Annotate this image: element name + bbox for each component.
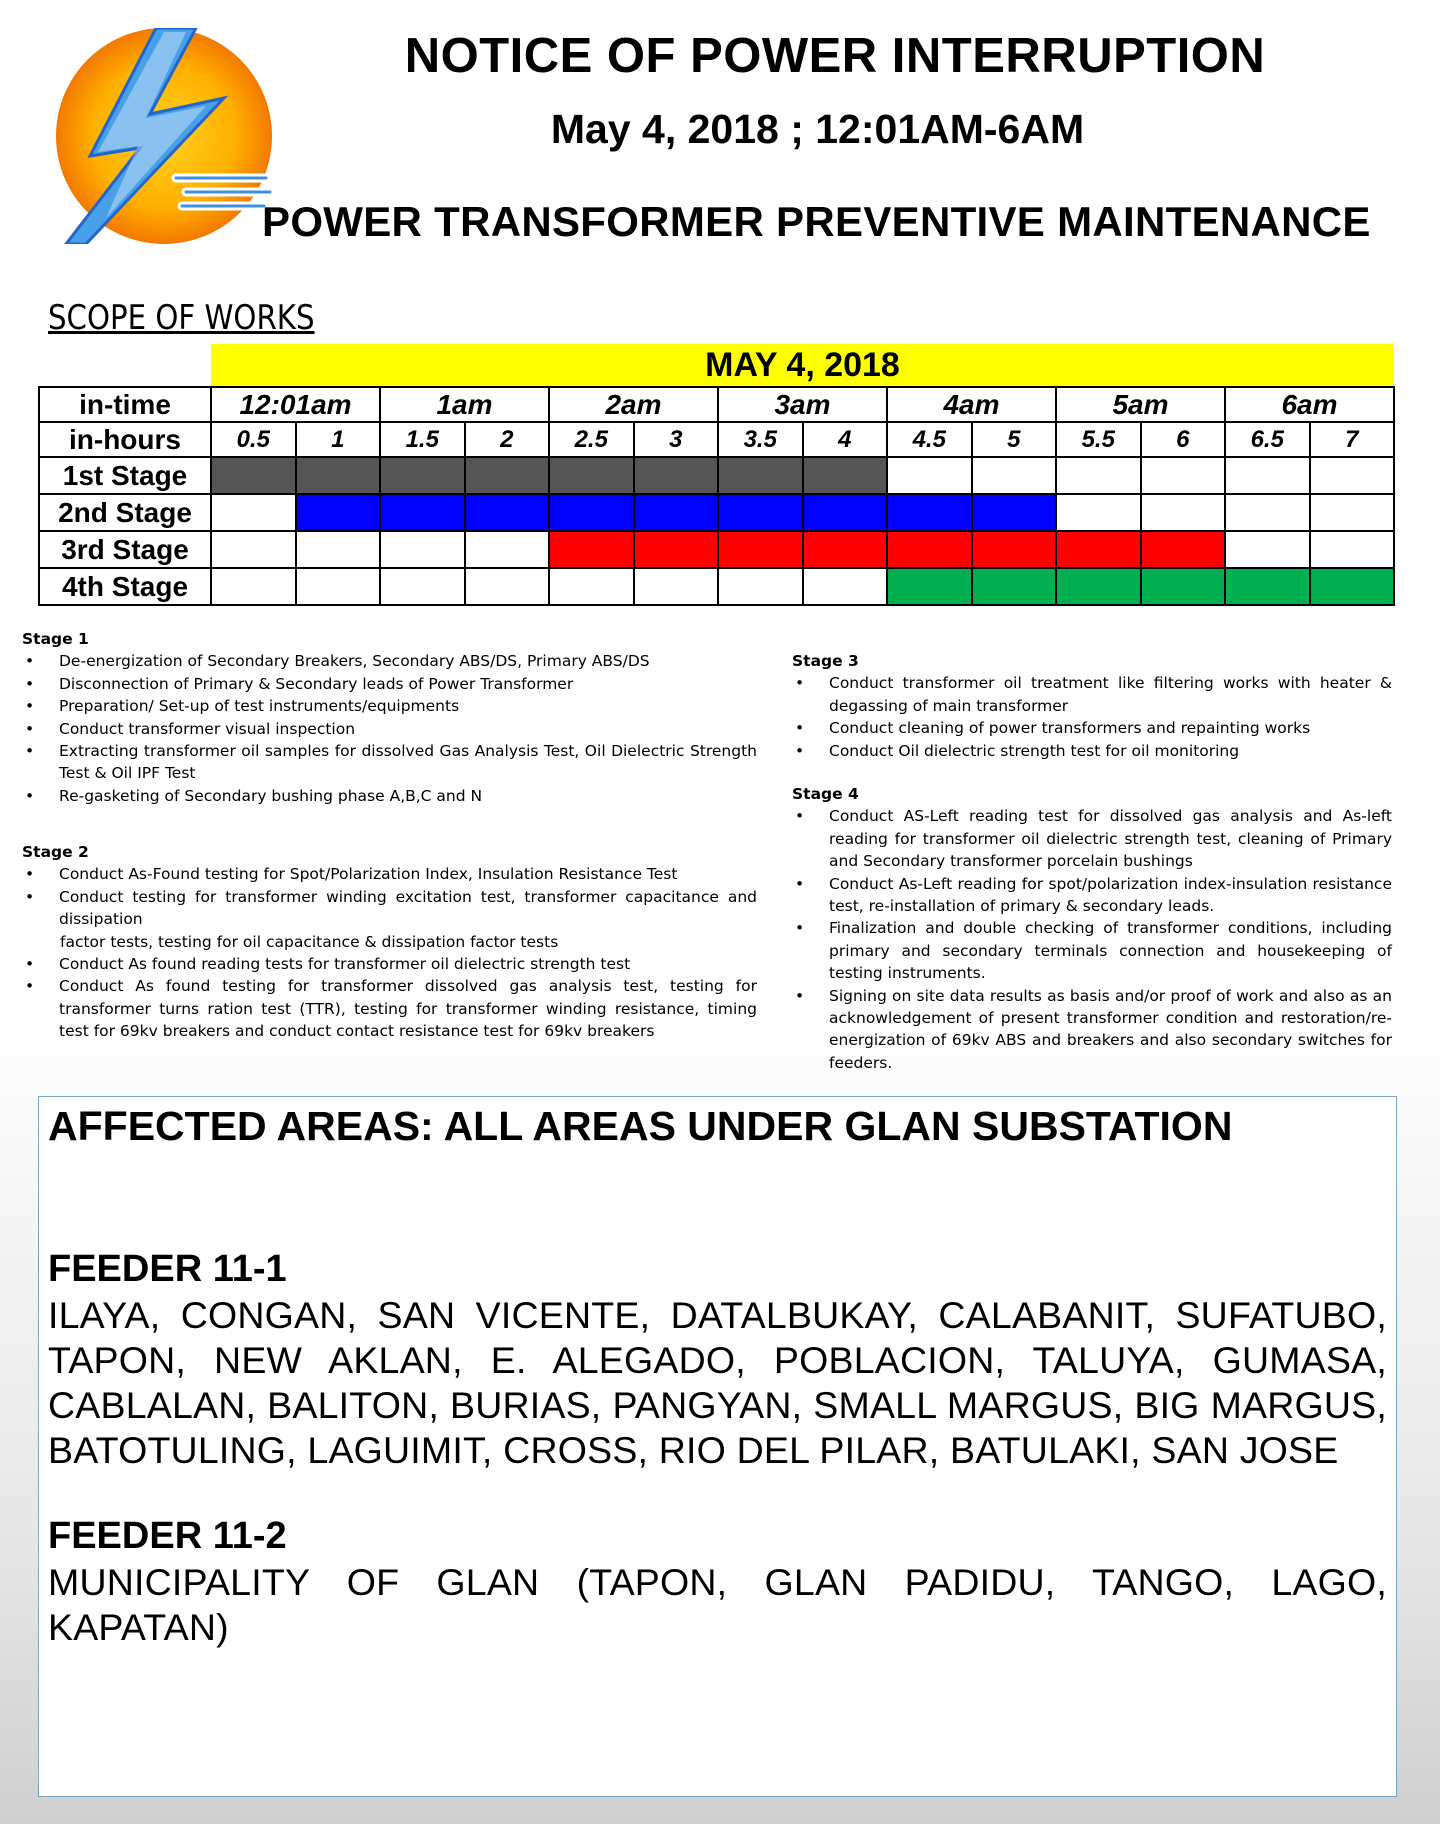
stage2-section [22, 841, 757, 1043]
hour-header: 5am [1056, 387, 1225, 422]
schedule-cell [211, 568, 296, 605]
half-hour-header: 5 [972, 422, 1057, 457]
schedule-cell [718, 457, 803, 494]
stage4-section [792, 783, 1392, 1074]
hour-header: 6am [1225, 387, 1394, 422]
feeder-11-1-heading: FEEDER 11-1 [48, 1248, 287, 1290]
schedule-cell [549, 568, 634, 605]
half-hour-header: 1 [296, 422, 381, 457]
affected-areas-box [38, 1096, 1397, 1797]
schedule-cell [887, 494, 972, 531]
half-hour-header: 4 [803, 422, 888, 457]
schedule-cell [887, 457, 972, 494]
schedule-cell [296, 457, 381, 494]
in-time-label: in-time [39, 387, 211, 422]
stage-label: 1st Stage [39, 457, 211, 494]
schedule-cell [211, 531, 296, 568]
schedule-cell [718, 568, 803, 605]
half-hour-header: 2.5 [549, 422, 634, 457]
list-item: • Conduct transformer oil treatment like filtering works with heater & degassing of main transformer [792, 672, 1392, 717]
stage-row [39, 494, 1394, 531]
maintenance-subtitle: POWER TRANSFORMER PREVENTIVE MAINTENANCE [262, 198, 1371, 245]
schedule-cell [1141, 568, 1226, 605]
half-hour-header: 3 [634, 422, 719, 457]
schedule-cell [1225, 494, 1310, 531]
schedule-cell [1141, 531, 1226, 568]
list-item: • Conduct cleaning of power transformers and repainting works [792, 717, 1392, 739]
schedule-cell [296, 494, 381, 531]
list-item: • Finalization and double checking of transformer conditions, including primary and secondary terminals connection and housekeeping of testing instruments. [792, 917, 1392, 984]
stage3-heading: Stage 3 [792, 652, 859, 670]
schedule-cell [465, 457, 550, 494]
list-item: • Conduct transformer visual inspection [22, 718, 757, 740]
stage1-section [22, 628, 757, 807]
hour-header: 4am [887, 387, 1056, 422]
schedule-cell [803, 494, 888, 531]
list-item: • Conduct As found reading tests for transformer oil dielectric strength test [22, 953, 757, 975]
schedule-cell [380, 457, 465, 494]
schedule-cell [634, 531, 719, 568]
schedule-cell [211, 457, 296, 494]
stage-row [39, 568, 1394, 605]
list-item: • Disconnection of Primary & Secondary leads of Power Transformer [22, 673, 757, 695]
schedule-cell [549, 457, 634, 494]
list-item: • Signing on site data results as basis and/or proof of work and also as an acknowledgement of present transformer condition and restoration/re-energization of 69kv ABS and breakers and also secondary switches for feeders. [792, 985, 1392, 1075]
feeder-11-1-areas: ILAYA, CONGAN, SAN VICENTE, DATALBUKAY, CALABANIT, SUFATUBO, TAPON, NEW AKLAN, E. ALEGADO, POBLACION, TALUYA, GUMASA, CABLALAN, BALITON, BURIAS, PANGYAN, SMALL MARGUS, BIG MARGUS, BATOTULING, LAGUIMIT, CROSS, RIO DEL PILAR, BATULAKI, SAN JOSE [48, 1294, 1387, 1471]
half-hour-header: 5.5 [1056, 422, 1141, 457]
schedule-table [38, 344, 1395, 606]
schedule-cell [1310, 457, 1395, 494]
schedule-cell [803, 531, 888, 568]
schedule-cell [972, 568, 1057, 605]
half-hour-header: 1.5 [380, 422, 465, 457]
schedule-cell [465, 568, 550, 605]
half-hour-header: 2 [465, 422, 550, 457]
schedule-cell [1056, 494, 1141, 531]
schedule-cell [465, 531, 550, 568]
in-hours-label: in-hours [39, 422, 211, 457]
schedule-cell [803, 457, 888, 494]
schedule-cell [296, 568, 381, 605]
schedule-cell [296, 531, 381, 568]
schedule-cell [803, 568, 888, 605]
date-time-line: May 4, 2018 ; 12:01AM-6AM [550, 106, 1085, 152]
schedule-cell [465, 494, 550, 531]
stage-row [39, 531, 1394, 568]
feeder-11-2-heading: FEEDER 11-2 [48, 1515, 287, 1557]
schedule-cell [211, 494, 296, 531]
stage2-heading: Stage 2 [22, 843, 89, 861]
list-item: • Conduct As-Found testing for Spot/Polarization Index, Insulation Resistance Test [22, 863, 757, 885]
schedule-cell [1056, 568, 1141, 605]
scope-heading: SCOPE OF WORKS [48, 298, 315, 338]
stage-label: 2nd Stage [39, 494, 211, 531]
schedule-cell [1056, 531, 1141, 568]
half-hour-header: 3.5 [718, 422, 803, 457]
schedule-cell [1310, 568, 1395, 605]
schedule-cell [380, 531, 465, 568]
list-item: • De-energization of Secondary Breakers, Secondary ABS/DS, Primary ABS/DS [22, 650, 757, 672]
schedule-cell [887, 531, 972, 568]
hour-header: 3am [718, 387, 887, 422]
list-item: • Conduct As found testing for transformer dissolved gas analysis test, testing for transformer turns ration test (TTR), testing for transformer winding resistance, timing test for 69kv breakers and conduct contact resistance test for 69kv breakers [22, 975, 757, 1042]
stage2-continuation: factor tests, testing for oil capacitance & dissipation factor tests [60, 932, 559, 951]
list-item: • Extracting transformer oil samples for dissolved Gas Analysis Test, Oil Dielectric Strength Test & Oil IPF Test [22, 740, 757, 785]
list-item: • Conduct As-Left reading for spot/polarization index-insulation resistance test, re-installation of primary & secondary leads. [792, 873, 1392, 918]
schedule-cell [1225, 531, 1310, 568]
stage3-section [792, 650, 1392, 762]
schedule-cell [1225, 568, 1310, 605]
stage1-heading: Stage 1 [22, 630, 89, 648]
stage-label: 3rd Stage [39, 531, 211, 568]
schedule-date-header: MAY 4, 2018 [211, 344, 1394, 387]
notice-title: NOTICE OF POWER INTERRUPTION [404, 29, 1266, 83]
schedule-cell [972, 457, 1057, 494]
schedule-cell [549, 494, 634, 531]
hour-header: 1am [380, 387, 549, 422]
half-hour-header: 6.5 [1225, 422, 1310, 457]
hour-header: 2am [549, 387, 718, 422]
schedule-cell [718, 531, 803, 568]
half-hour-header: 4.5 [887, 422, 972, 457]
stage-row [39, 457, 1394, 494]
schedule-cell [634, 494, 719, 531]
schedule-cell [634, 457, 719, 494]
hour-header: 12:01am [211, 387, 380, 422]
schedule-cell [1310, 494, 1395, 531]
half-hour-header: 0.5 [211, 422, 296, 457]
schedule-cell [718, 494, 803, 531]
schedule-cell [380, 568, 465, 605]
schedule-cell [1056, 457, 1141, 494]
schedule-cell [549, 531, 634, 568]
schedule-cell [380, 494, 465, 531]
half-hour-header: 7 [1310, 422, 1395, 457]
schedule-cell [1141, 457, 1226, 494]
lightning-bolt-logo-icon [46, 28, 282, 244]
list-item: • Preparation/ Set-up of test instruments/equipments [22, 695, 757, 717]
list-item: • Re-gasketing of Secondary bushing phase A,B,C and N [22, 785, 757, 807]
stage-label: 4th Stage [39, 568, 211, 605]
affected-areas-title: AFFECTED AREAS: ALL AREAS UNDER GLAN SUBSTATION [48, 1103, 1233, 1149]
half-hour-header: 6 [1141, 422, 1226, 457]
list-item: • Conduct testing for transformer winding excitation test, transformer capacitance and dissipation [22, 886, 757, 931]
stage4-heading: Stage 4 [792, 785, 859, 803]
schedule-cell [972, 531, 1057, 568]
feeder-11-2-areas: MUNICIPALITY OF GLAN (TAPON, GLAN PADIDU, TANGO, LAGO, KAPATAN) [48, 1561, 1387, 1648]
schedule-cell [1310, 531, 1395, 568]
schedule-cell [634, 568, 719, 605]
list-item: • Conduct Oil dielectric strength test for oil monitoring [792, 740, 1392, 762]
schedule-cell [1225, 457, 1310, 494]
schedule-cell [972, 494, 1057, 531]
schedule-cell [1141, 494, 1226, 531]
list-item: • Conduct AS-Left reading test for dissolved gas analysis and As-left reading for transformer oil dielectric strength test, cleaning of Primary and Secondary transformer porcelain bushings [792, 805, 1392, 872]
schedule-cell [887, 568, 972, 605]
